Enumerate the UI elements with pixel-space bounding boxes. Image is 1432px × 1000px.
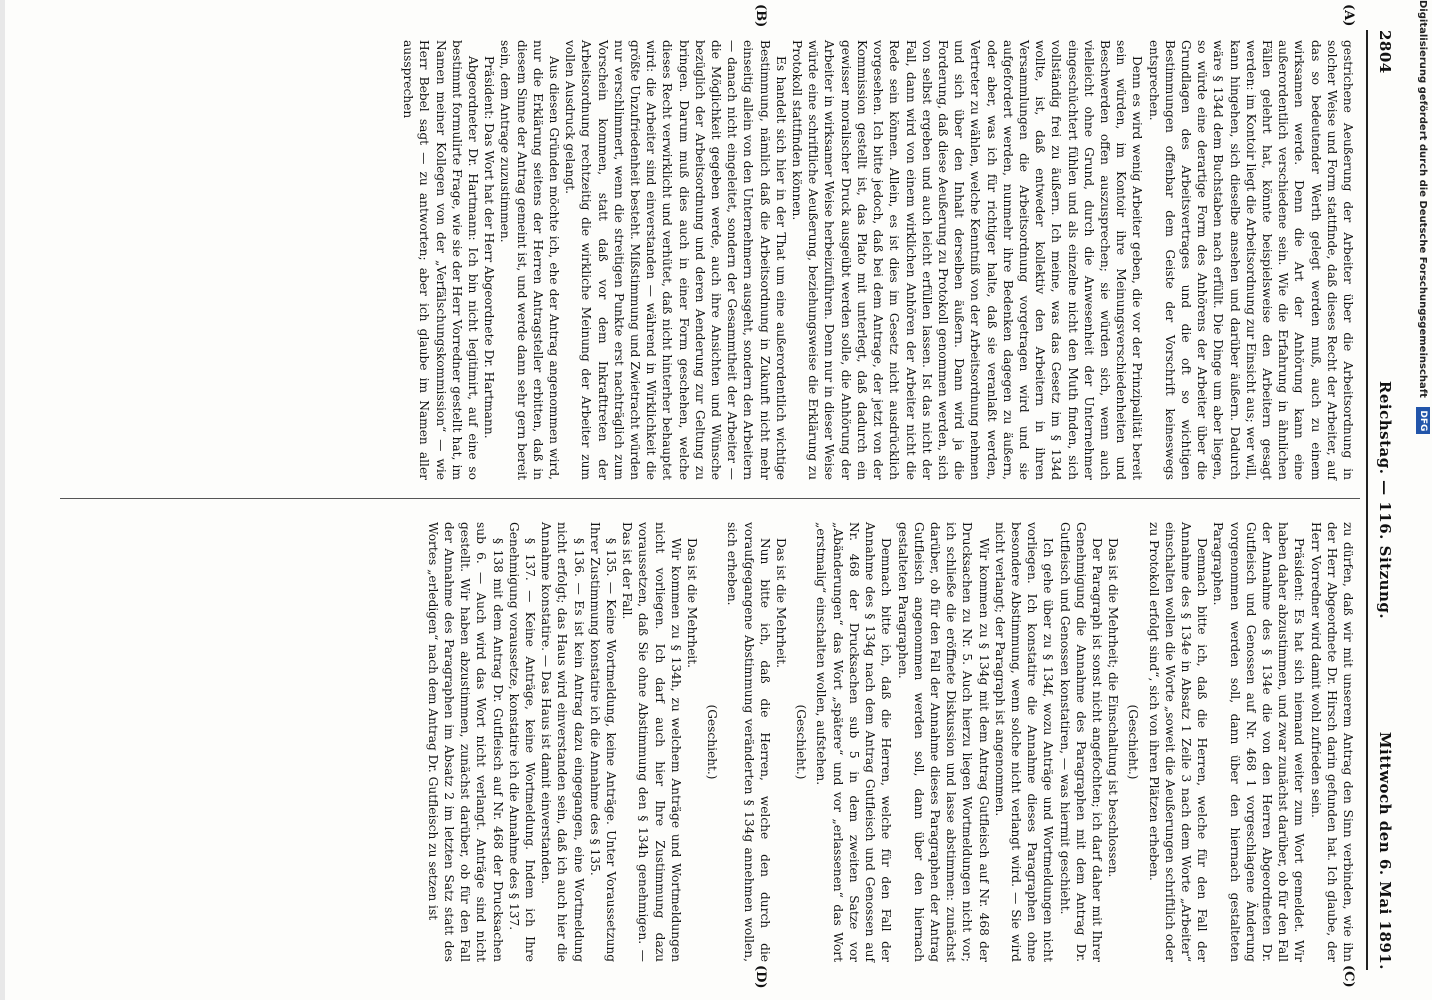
right-paragraph: zu dürfen, daß wir mit unserem Antrag den Sinn verbinden, wie ihn der Herr Abgeordnete Dr. Hirsch darin gefunden hat. Ich glaube, der Herr Vorredner wird damit wohl zufrieden sein.: [1308, 522, 1355, 962]
left-paragraph: Präsident: Das Wort hat der Herr Abgeordnete Dr. Hartmann.: [482, 56, 497, 439]
header-session: Reichstag. — 116. Sitzung.: [1376, 380, 1394, 620]
right-paragraph: Nun bitte ich, daß die Herren, welche den durch die voraufgegangene Abstimmung veränderten § 134g annehmen wollen, sich erheben.: [725, 522, 772, 962]
right-paragraph: Demnach bitte ich, daß die Herren, welche für den Fall der Annahme des § 134g nach dem Antrag Gutfleisch und Genossen auf Nr. 468 der Drucksachen sub 5 in dem zweiten Satze vor „Abänderungen“ das Wort „spätere“ und vor „erlassenen“ das Wort „erstmalig“ einschalten wollen, aufstehen.: [814, 522, 894, 962]
digitization-credit: Digitalisierung gefördert durch die Deutsche Forschungsgemeinschaft: [1417, 0, 1428, 398]
right-paragraph: Wir kommen zu § 134g mit dem Antrag Gutfleisch auf Nr. 468 der Drucksachen zu Nr. 5. Auch hierzu liegen Wortmeldungen nicht vor; ich schließe die eröffnete Diskussion und lasse abstimmen: zunächst darüber, ob für den Fall der Annahme dieses Paragraphen der Antrag Gutfleisch angenommen werden soll, dann über den hiernach gestalteten Paragraphen.: [895, 522, 991, 962]
right-paragraph: Das ist die Mehrheit.: [685, 538, 700, 668]
left-paragraph: gestrichene Aeußerung der Arbeiter über die Arbeitsordnung in solcher Weise und Form stattfinde, daß dieses Recht der Arbeiter, auf das so bedeutender Werth gelegt werden muß, auch zu einem wirksamen werde. Denn die Art der Anhörung kann eine außerordentlich verschiedene sein. Wie die Erfahrung in ähnlichen Fällen gelehrt hat, könnte beispielsweise den Arbeitern gesagt werden: im Kontoir liegt die Arbeitsordnung zur Einsicht aus; wer will, kann hingehen, sich dieselbe ansehen und darüber äußern. Dadurch wäre § 134d dem Buchstaben nach erfüllt. Die Dinge um aber liegen, so würde eine derartige Form des Anhörens der Arbeiter über die Grundlagen des Arbeitsvertrages und die oft so wichtigen Bestimmungen offenbar dem Geiste der Vorschrift keineswegs entsprechen.: [1146, 40, 1355, 480]
margin-letter-d: (D): [753, 965, 768, 989]
margin-letter-a: (A): [1341, 4, 1356, 27]
left-paragraph: Abgeordneter Dr. Hartmann: Ich bin nicht legitimirt, auf eine so bestimmt formulirte Frage, wie sie der Herr Vorredner gestellt hat, im Namen meiner Kollegen von der „Verfälschungskommission“ — wie Herr Bebel sagt — zu antworten; aber ich glaube im Namen aller aussprechen: [401, 40, 481, 480]
left-paragraph: Es handelt sich hier in der That um eine außerordentlich wichtige Bestimmung, nämlich daß die Arbeitsordnung in Zukunft nicht mehr einseitig allein von den Unternehmern ausgeht, sondern den Arbeitern — danach nicht eingeleitet, sondern der Gesammtheit der Arbeiter — die Möglichkeit gegeben werde, auch ihre Ansichten und Wünsche bezüglich der Arbeitsordnung und deren Aenderung zur Geltung zu bringen. Darum muß dies auch in einer Form geschehen, welche dieses Recht verwirklicht und verhütet, daß nicht hinterher behauptet wird: die Arbeiter sind einverstanden — während in Wirklichkeit die größte Unzufriedenheit besteht. Mißstimmung und Zwietracht würden nur verschlimmert, wenn die streitigen Punkte erst nachträglich zum Vorschein kommen, statt daß vor dem Inkrafttreten der Arbeitsordnung rechtzeitig die wirkliche Meinung der Arbeiter zum vollen Ausdruck gelangt.: [563, 40, 788, 480]
right-paragraph: Ich gehe über zu § 134f, wozu Anträge und Wortmeldungen nicht vorliegen. Ich konstatire die Annahme dieses Paragraphen ohne besondere Abstimmung, wenn solche nicht verlangt wird. — Sie wird nicht verlangt; der Paragraph ist angenommen.: [992, 522, 1056, 962]
left-text-column: [400, 40, 1356, 480]
right-paragraph: Präsident: Es hat sich niemand weiter zum Wort gemeldet. Wir haben daher abzustimmen, und zwar zunächst darüber, ob für den Fall der Annahme des § 134e die von den Herren Abgeordneten Dr. Gutfleisch und Genossen auf Nr. 468 1 vorgeschlagene Änderung vorgenommen werden soll, dann über den hiernach gestalteten Paragraphen.: [1211, 522, 1307, 962]
right-stage-direction: (Geschieht.): [705, 704, 720, 780]
left-paragraph: Denn es wird wenig Arbeiter geben, die vor der Prinzipalität bereit sein würden, im Kontoir ihre Meinungsverschiedenheiten und Beschwerden offen auszusprechen; sie würden sich, wenn auch vielleicht ohne Grund, durch die Anwesenheit der Unternehmer eingeschüchtert fühlen und als einzelne nicht den Muth finden, sich vollständig frei zu äußern. Ich meine, was das Gesetz im § 134d wollte, ist, daß entweder kollektiv den Arbeitern in ihren Versammlungen die Arbeitsordnung vorgetragen wird und sie aufgefordert werden, nunmehr ihre Bedenken dagegen zu äußern, oder aber, was ich für richtiger halte, daß sie veranlaßt werden, Vertreter zu wählen, welche Kenntniß von der Arbeitsordnung nehmen und sich über den Inhalt derselben äußern. Dann wird ja die Forderung, daß diese Aeußerung zu Protokoll genommen werden, sich von selbst ergeben und auch leicht erfüllen lassen. Ist das nicht der Fall, dann wird von einem wirklichen Anhören der Arbeiter nicht die Rede sein können. Allein, es ist dies im Gesetz nicht ausdrücklich vorgesehen. Ich bitte jedoch, daß bei dem Antrage, der jetzt von der Kommission gestellt ist, das Plato mit unterlegt, daß dadurch ein gewisser moralischer Druck ausgeübt werden solle, die Anhörung der Arbeiter in wirksamer Weise herbeizuführen. Denn nur in dieser Weise würde eine schriftliche Aeußerung, beziehungsweise die Erklärung zu Protokoll stattfinden können.: [790, 40, 1145, 480]
right-paragraph: Das ist die Mehrheit.: [774, 538, 789, 668]
right-paragraph: Der Paragraph ist sonst nicht angefochten; ich darf daher mit Ihrer Genehmigung die Annahme des Paragraphen mit dem Antrag Dr. Gutfleisch und Genossen konstatiren, — was hiermit geschieht.: [1057, 522, 1104, 962]
right-paragraph: Das ist die Mehrheit; die Einschaltung ist beschlossen.: [1106, 538, 1121, 878]
right-paragraph: Demnach bitte ich, daß die Herren, welche für den Fall der Annahme des § 134e in Absatz 1 Zeile 3 nach dem Worte „Arbeiter“ einschalten wollen die Worte „soweit die Aeußerungen schriftlich oder zu Protokoll erfolgt sind“, sich von ihren Plätzen erheben.: [1146, 522, 1210, 962]
right-paragraph: § 135. — Keine Wortmeldung, keine Anträge. Unter Voraussetzung Ihrer Zustimmung konstatire ich die Annahme des § 135.: [587, 522, 619, 962]
right-paragraph: § 136. — Es ist kein Antrag dazu eingegangen, eine Wortmeldung nicht erfolgt; das Haus wird einverstanden sein, daß ich auch hier die Annahme konstatire. — Das Haus ist damit einverstanden.: [539, 522, 586, 962]
scan-edge: [0, 0, 5, 1000]
rotated-page: [8, 0, 1408, 1000]
page-number: 2804: [1376, 30, 1394, 74]
column-divider: [60, 498, 1360, 499]
right-paragraph: § 137. — Keine Anträge, keine Wortmeldung. Indem ich Ihre Genehmigung voraussetze, konstatire ich die Annahme des § 137.: [506, 522, 538, 962]
dfg-logo: DFG: [1416, 407, 1430, 434]
digitization-credit-strip: [1412, 0, 1432, 1000]
right-paragraph: Wir kommen zu § 134h, zu welchem Anträge und Wortmeldungen nicht vorliegen. Ich darf auch hier Ihre Zustimmung dazu voraussetzen, daß Sie ohne Abstimmung den § 134h genehmigen. — Das ist der Fall.: [620, 522, 683, 962]
margin-letter-b: (B): [753, 4, 768, 28]
margin-letter-c: (C): [1341, 965, 1356, 988]
left-paragraph: Aus diesen Gründen möchte ich, ehe der Antrag angenommen wird, nur die Erklärung seitens der Herren Antragsteller erbitten, daß in diesem Sinne der Antrag gemeint ist, und werde dann sehr gern bereit sein, dem Antrage zuzustimmen.: [498, 40, 562, 480]
right-text-column: [425, 522, 1356, 962]
header-date: Mittwoch den 6. Mai 1891.: [1376, 731, 1394, 970]
right-stage-direction: (Geschieht.): [1126, 704, 1141, 780]
right-paragraph: § 138 mit dem Antrag Dr. Gutfleisch auf Nr. 468 der Drucksachen sub 6. — Auch wird das Wort nicht verlangt. Anträge sind nicht gestellt. Wir haben abzustimmen, zunächst darüber, ob für den Fall der Annahme des Paragraphen im Absatz 2 im letzten Satz statt des Wortes „erledigen“ nach dem Antrag Dr. Gutfleisch zu setzen ist: [425, 522, 505, 962]
right-stage-direction: (Geschieht.): [794, 704, 809, 780]
page-header: [1372, 30, 1394, 970]
header-rule: [1366, 30, 1368, 970]
